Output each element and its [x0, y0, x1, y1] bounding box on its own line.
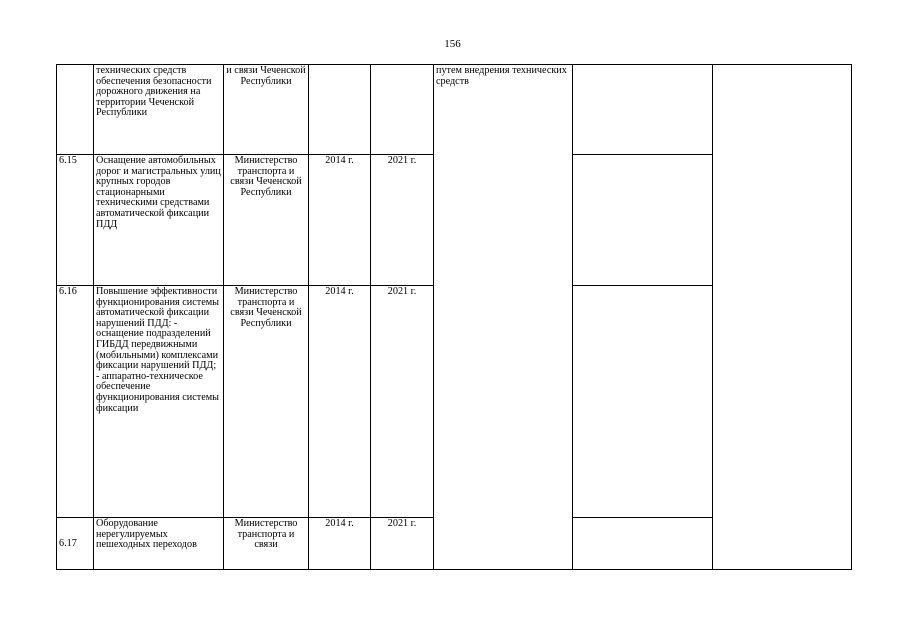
end-year: 2021 г.	[371, 155, 434, 286]
row-number: 6.16	[57, 286, 94, 518]
measure-name: технических средств обеспечения безопасности дорожного движения на территории Чеченской Республики	[94, 65, 224, 155]
table-row	[57, 65, 852, 155]
empty-cell	[713, 65, 852, 570]
empty-cell	[573, 65, 713, 155]
end-year: 2021 г.	[371, 286, 434, 518]
measure-name: Оборудование нерегулируемых пешеходных переходов	[94, 518, 224, 570]
end-year	[371, 65, 434, 155]
empty-cell	[573, 155, 713, 286]
measure-name: Оснащение автомобильных дорог и магистральных улиц крупных городов стационарными техническими средствами автоматической фиксации ПДД	[94, 155, 224, 286]
page-number: 156	[444, 38, 461, 50]
row-number: 6.17	[57, 518, 94, 570]
expected-result: путем внедрения технических средств	[434, 65, 573, 570]
end-year: 2021 г.	[371, 518, 434, 570]
row-number	[57, 65, 94, 155]
empty-cell	[573, 518, 713, 570]
start-year: 2014 г.	[309, 518, 371, 570]
start-year	[309, 65, 371, 155]
executor: Министерство транспорта и связи Чеченской Республики	[224, 286, 309, 518]
row-number: 6.15	[57, 155, 94, 286]
start-year: 2014 г.	[309, 286, 371, 518]
executor: Министерство транспорта и связи	[224, 518, 309, 570]
executor: и связи Чеченской Республики	[224, 65, 309, 155]
measure-name: Повышение эффективности функционирования системы автоматической фиксации нарушений ПДД: - оснащение подразделений ГИБДД передвижными (мобильными) комплексами фиксации нарушений ПДД; - аппаратно-техническое обеспечение функционирования системы фиксации	[94, 286, 224, 518]
measures-table	[56, 64, 852, 570]
start-year: 2014 г.	[309, 155, 371, 286]
executor: Министерство транспорта и связи Чеченской Республики	[224, 155, 309, 286]
empty-cell	[573, 286, 713, 518]
